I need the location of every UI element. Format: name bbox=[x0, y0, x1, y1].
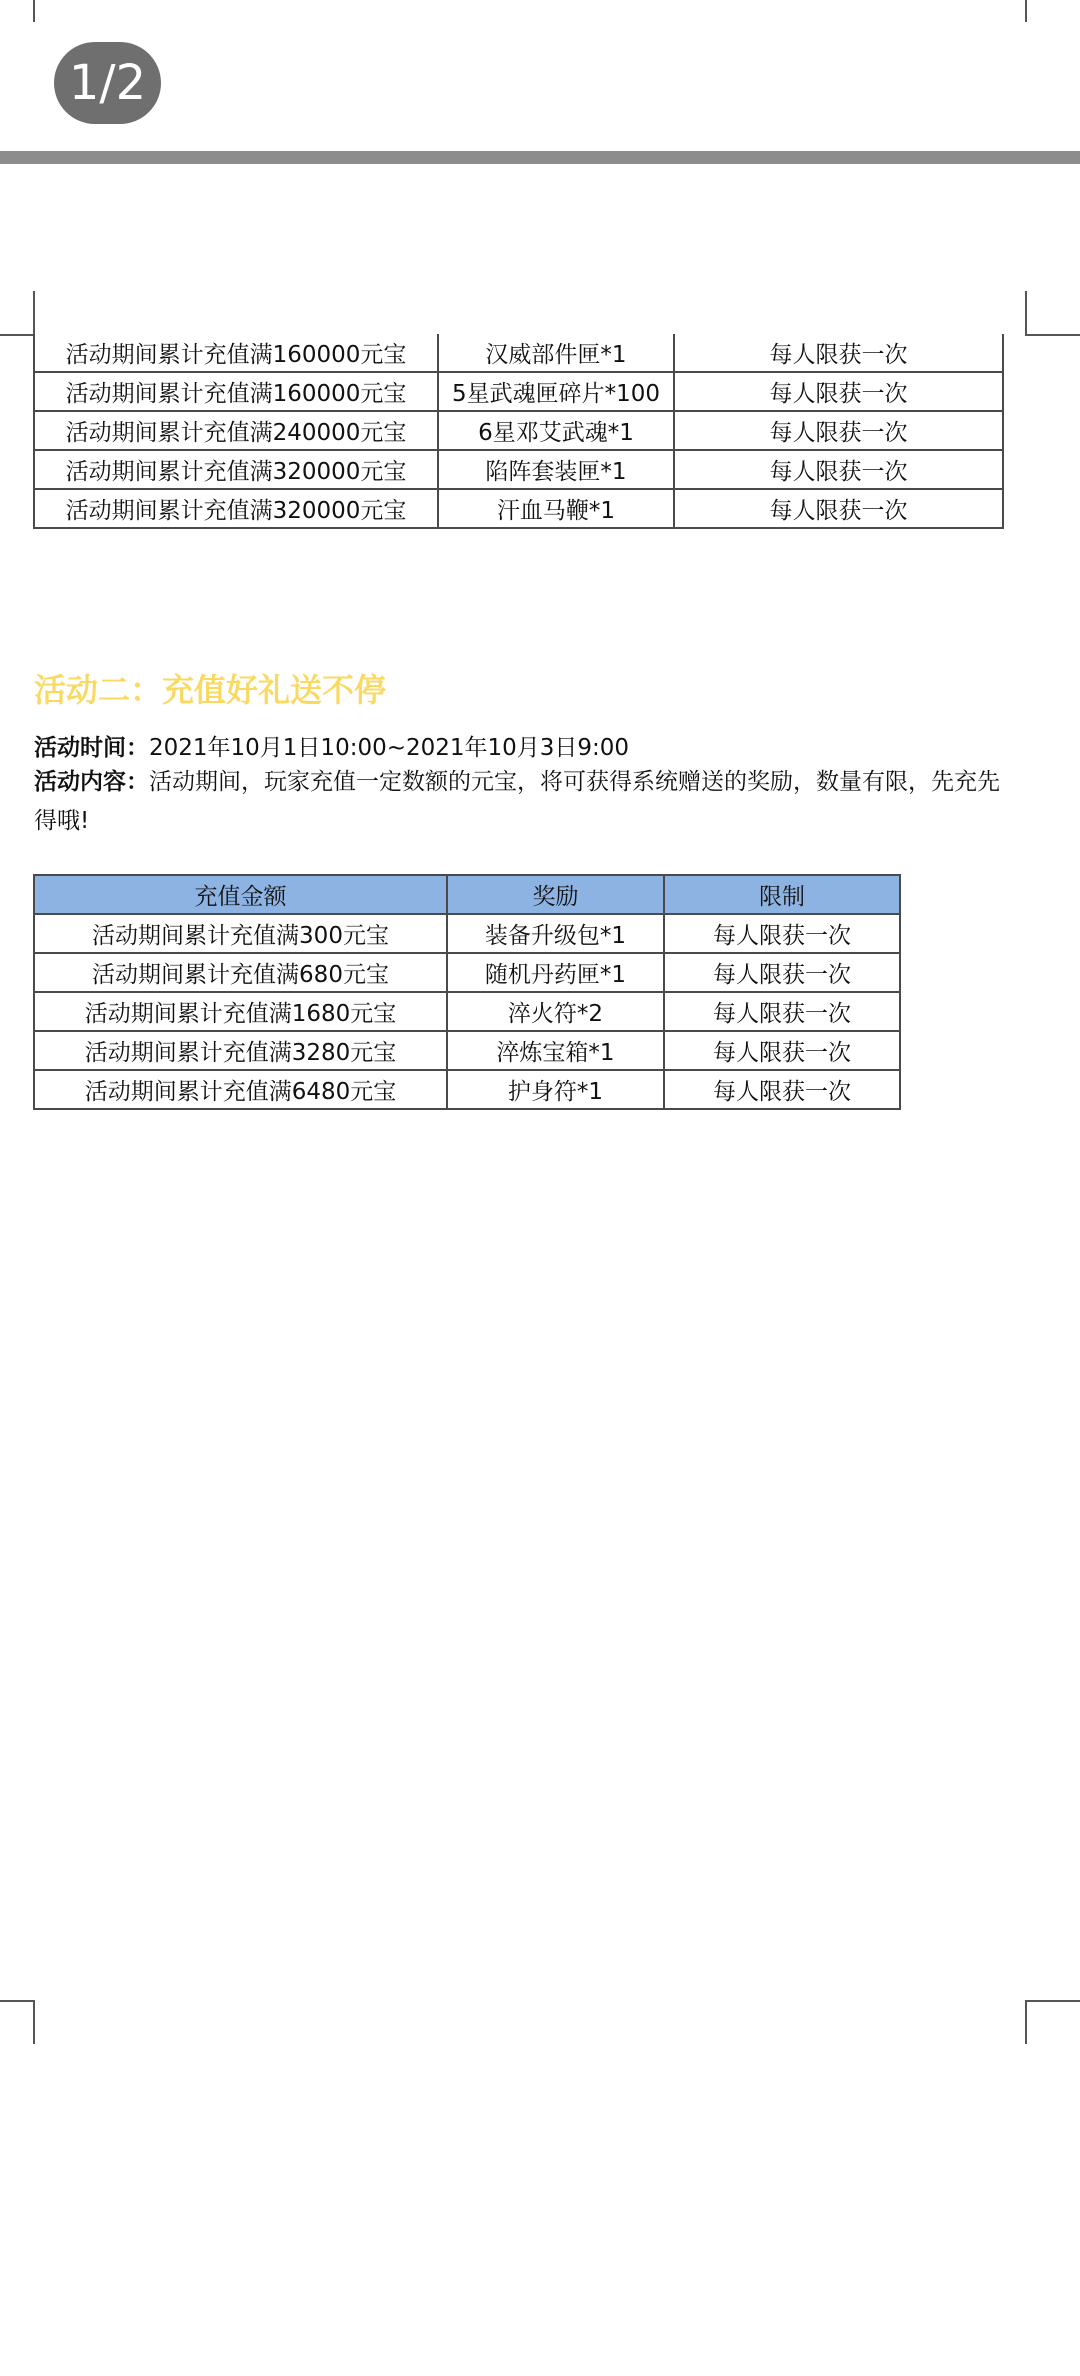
table-row bbox=[34, 334, 1003, 372]
page-indicator: 1/2 bbox=[54, 42, 161, 124]
activity-time-value: 2021年10月1日10:00~2021年10月3日9:00 bbox=[149, 735, 630, 761]
activity-content-value: 活动期间，玩家充值一定数额的元宝，将可获得系统赠送的奖励，数量有限，先充先得哦! bbox=[34, 769, 1000, 834]
cell-amount: 活动期间累计充值满1680元宝 bbox=[34, 992, 447, 1031]
cell-reward: 陷阵套装匣*1 bbox=[438, 450, 674, 489]
crop-mark bbox=[1025, 334, 1080, 336]
table-row bbox=[34, 914, 900, 953]
table-row bbox=[34, 489, 1003, 528]
crop-mark bbox=[33, 2000, 35, 2044]
table-row bbox=[34, 992, 900, 1031]
cell-amount: 活动期间累计充值满240000元宝 bbox=[34, 411, 438, 450]
cell-reward: 汗血马鞭*1 bbox=[438, 489, 674, 528]
table-row bbox=[34, 1070, 900, 1109]
table-header-row bbox=[34, 875, 900, 914]
cell-limit: 每人限获一次 bbox=[674, 372, 1003, 411]
cell-amount: 活动期间累计充值满6480元宝 bbox=[34, 1070, 447, 1109]
cell-amount: 活动期间累计充值满320000元宝 bbox=[34, 489, 438, 528]
cell-amount: 活动期间累计充值满3280元宝 bbox=[34, 1031, 447, 1070]
cell-limit: 每人限获一次 bbox=[664, 953, 900, 992]
cell-limit: 每人限获一次 bbox=[664, 1031, 900, 1070]
cell-reward: 装备升级包*1 bbox=[447, 914, 664, 953]
cell-limit: 每人限获一次 bbox=[674, 411, 1003, 450]
table-header-cell: 充值金额 bbox=[34, 875, 447, 914]
activity2-title: 活动二：充值好礼送不停 bbox=[34, 671, 387, 709]
crop-mark bbox=[1025, 291, 1027, 334]
cell-reward: 6星邓艾武魂*1 bbox=[438, 411, 674, 450]
table-row bbox=[34, 953, 900, 992]
crop-mark bbox=[1025, 0, 1027, 22]
crop-mark bbox=[1025, 2000, 1027, 2044]
table-row bbox=[34, 1031, 900, 1070]
cell-reward: 5星武魂匣碎片*100 bbox=[438, 372, 674, 411]
crop-mark bbox=[0, 334, 33, 336]
table-row bbox=[34, 411, 1003, 450]
cell-limit: 每人限获一次 bbox=[664, 992, 900, 1031]
crop-mark bbox=[33, 291, 35, 334]
table-header-cell: 限制 bbox=[664, 875, 900, 914]
crop-mark bbox=[33, 0, 35, 22]
activity-content bbox=[34, 763, 1019, 841]
table-header-cell: 奖励 bbox=[447, 875, 664, 914]
activity-time-label: 活动时间： bbox=[34, 735, 149, 761]
activity-time bbox=[34, 729, 629, 762]
cell-limit: 每人限获一次 bbox=[664, 1070, 900, 1109]
cell-limit: 每人限获一次 bbox=[674, 450, 1003, 489]
cell-amount: 活动期间累计充值满320000元宝 bbox=[34, 450, 438, 489]
table-row bbox=[34, 450, 1003, 489]
page-divider bbox=[0, 151, 1080, 164]
cell-amount: 活动期间累计充值满300元宝 bbox=[34, 914, 447, 953]
cell-reward: 随机丹药匣*1 bbox=[447, 953, 664, 992]
reward-table-2 bbox=[33, 874, 901, 1110]
crop-mark bbox=[0, 2000, 33, 2002]
table-row bbox=[34, 372, 1003, 411]
cell-reward: 汉威部件匣*1 bbox=[438, 334, 674, 372]
cell-amount: 活动期间累计充值满160000元宝 bbox=[34, 334, 438, 372]
cell-reward: 护身符*1 bbox=[447, 1070, 664, 1109]
activity-content-label: 活动内容： bbox=[34, 769, 149, 795]
cell-limit: 每人限获一次 bbox=[674, 334, 1003, 372]
cell-limit: 每人限获一次 bbox=[664, 914, 900, 953]
cell-reward: 淬火符*2 bbox=[447, 992, 664, 1031]
cell-amount: 活动期间累计充值满680元宝 bbox=[34, 953, 447, 992]
reward-table-1 bbox=[33, 334, 1004, 529]
crop-mark bbox=[1025, 2000, 1080, 2002]
cell-limit: 每人限获一次 bbox=[674, 489, 1003, 528]
cell-reward: 淬炼宝箱*1 bbox=[447, 1031, 664, 1070]
cell-amount: 活动期间累计充值满160000元宝 bbox=[34, 372, 438, 411]
